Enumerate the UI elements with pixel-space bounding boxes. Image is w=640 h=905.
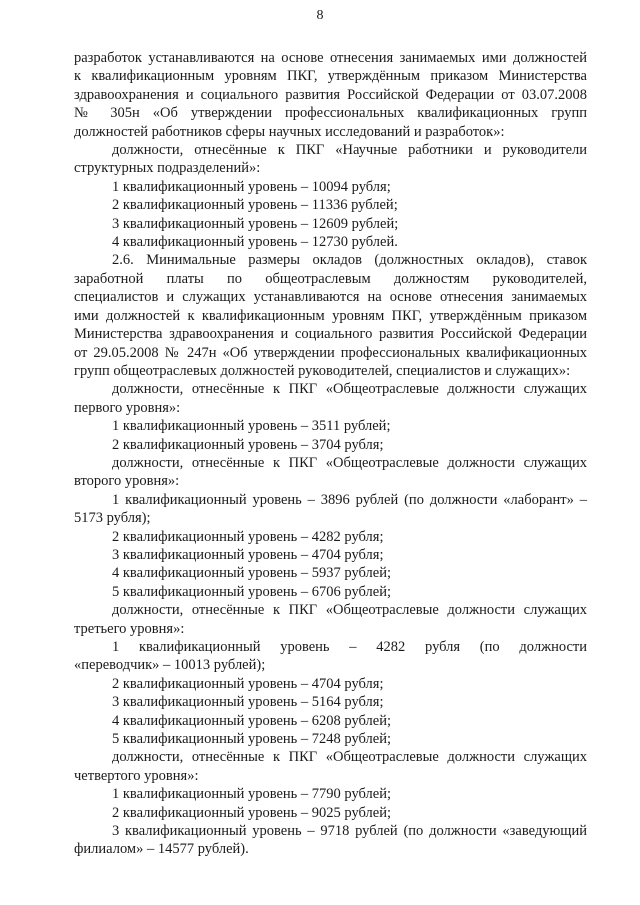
level-line: 1 квалификационный уровень – 7790 рублей;	[112, 786, 392, 803]
text-line: структурных подразделений»:	[74, 160, 261, 177]
level-line: 3 квалификационный уровень – 5164 рубля;	[112, 694, 384, 711]
text-line: заработной платы по общеотраслевым должностям руководителей,	[74, 270, 587, 287]
level-line: 2 квалификационный уровень – 3704 рубля;	[112, 436, 384, 453]
text-line: филиалом» – 14577 рублей).	[74, 841, 249, 858]
level-line: 3 квалификационный уровень – 12609 рублей;	[112, 215, 399, 232]
text-line: должности, отнесённые к ПКГ «Общеотраслевые должности служащих	[112, 602, 587, 619]
text-line: специалистов и служащих устанавливаются на основе отнесения занимаемых	[74, 289, 587, 306]
text-line: № 305н «Об утверждении профессиональных квалификационных групп	[74, 105, 587, 122]
text-line: Министерства здравоохранения и социального развития Российской Федерации	[74, 326, 587, 343]
level-line: 3 квалификационный уровень – 4704 рубля;	[112, 546, 384, 563]
level-line: 2 квалификационный уровень – 4704 рубля;	[112, 675, 384, 692]
text-line: второго уровня»:	[74, 473, 180, 490]
level-line: 1 квалификационный уровень – 10094 рубля;	[112, 178, 391, 195]
text-line: должности, отнесённые к ПКГ «Научные работники и руководители	[112, 142, 587, 159]
text-line: групп общеотраслевых должностей руководителей, специалистов и служащих»:	[74, 362, 571, 379]
text-line: 5173 рубля);	[74, 510, 151, 527]
level-line: 1 квалификационный уровень – 4282 рубля (по должности	[112, 639, 587, 655]
text-line: ими должностей к квалификационным уровням ПКГ, утверждённым приказом	[74, 307, 587, 324]
level-line: 2 квалификационный уровень – 9025 рублей;	[112, 804, 392, 821]
text-line: первого уровня»:	[74, 399, 181, 416]
level-line: 4 квалификационный уровень – 5937 рублей;	[112, 565, 392, 582]
text-line: должности, отнесённые к ПКГ «Общеотраслевые должности служащих	[112, 381, 587, 398]
text-line: третьего уровня»:	[74, 620, 185, 637]
page-number: 8	[316, 8, 324, 23]
text-line: разработок устанавливаются на основе отнесения занимаемых ими должностей	[74, 50, 587, 66]
level-line: 1 квалификационный уровень – 3511 рублей;	[112, 418, 391, 435]
document-body	[74, 49, 587, 859]
text-line: от 29.05.2008 № 247н «Об утверждении профессиональных квалификационных	[74, 344, 587, 361]
level-line: 5 квалификационный уровень – 7248 рублей;	[112, 731, 392, 748]
text-line: к квалификационным уровням ПКГ, утверждённым приказом Министерства	[74, 68, 587, 85]
level-line: 3 квалификационный уровень – 9718 рублей (по должности «заведующий	[112, 823, 587, 840]
text-line: должности, отнесённые к ПКГ «Общеотраслевые должности служащих	[112, 749, 587, 766]
text-line: здравоохранения и социального развития Российской Федерации от 03.07.2008	[74, 86, 587, 103]
level-line: 4 квалификационный уровень – 12730 рублей.	[112, 234, 398, 251]
text-line: должности, отнесённые к ПКГ «Общеотраслевые должности служащих	[112, 454, 587, 471]
text-line: четвертого уровня»:	[74, 767, 199, 784]
level-line: 2 квалификационный уровень – 4282 рубля;	[112, 528, 384, 545]
text-line: «переводчик» – 10013 рублей);	[74, 657, 266, 674]
level-line: 2 квалификационный уровень – 11336 рублей;	[112, 197, 398, 214]
level-line: 5 квалификационный уровень – 6706 рублей;	[112, 583, 392, 600]
text-line: 2.6. Минимальные размеры окладов (должностных окладов), ставок	[112, 252, 587, 269]
level-line: 4 квалификационный уровень – 6208 рублей;	[112, 712, 392, 729]
text-line: должностей работников сферы научных исследований и разработок»:	[74, 123, 505, 140]
level-line: 1 квалификационный уровень – 3896 рублей (по должности «лаборант» –	[112, 491, 587, 508]
